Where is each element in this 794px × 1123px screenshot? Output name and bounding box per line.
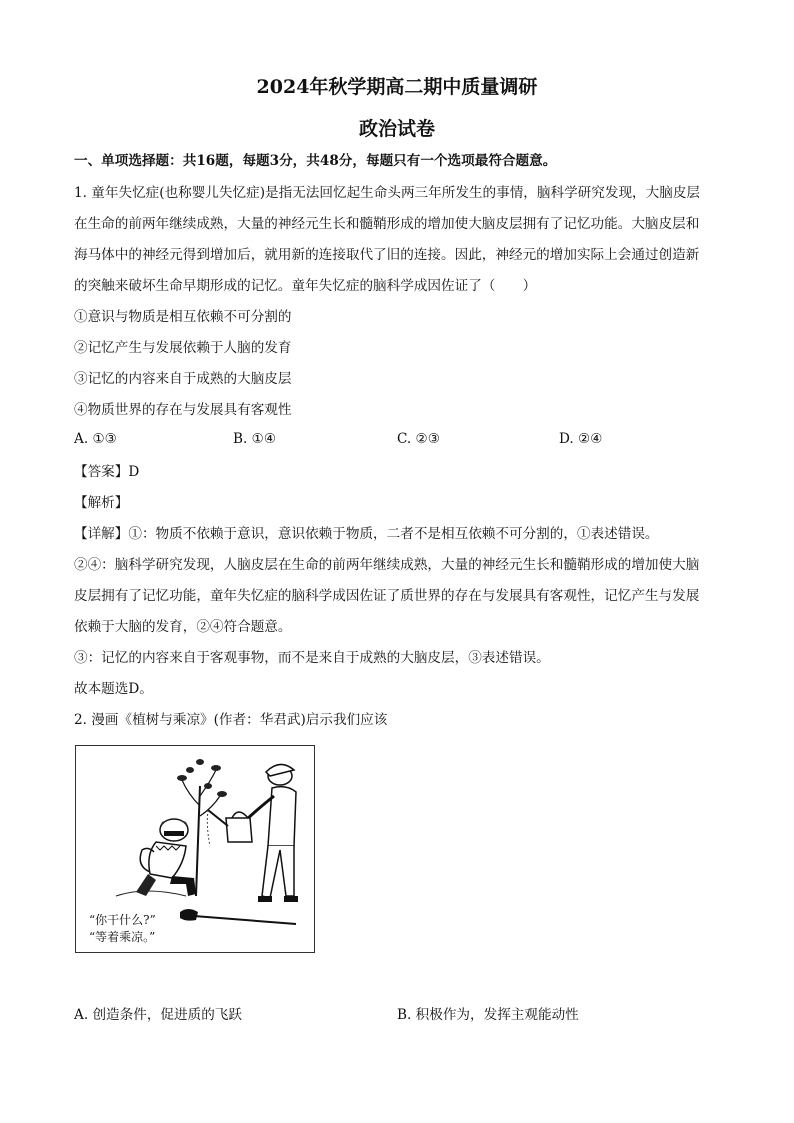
q1-statement: ①意识与物质是相互依赖不可分割的: [74, 309, 292, 325]
cartoon-figure: [75, 745, 315, 953]
q1-option-d: D. ②④: [559, 431, 603, 447]
cartoon-caption-question: “你干什么?”: [89, 913, 156, 927]
q1-statement: ②记忆产生与发展依赖于人脑的发育: [74, 340, 292, 356]
q1-analysis-line: 故本题选D。: [74, 681, 153, 697]
q1-stem-line: 1. 童年失忆症(也称婴儿失忆症)是指无法回忆起生命头两三年所发生的事情，脑科学研究发现，大脑皮层: [74, 185, 701, 201]
q2-stem: 2. 漫画《植树与乘凉》(作者：华君武)启示我们应该: [74, 712, 388, 728]
q2-option-b: B. 积极作为，发挥主观能动性: [397, 1007, 579, 1023]
q2-option-a: A. 创造条件，促进质的飞跃: [74, 1007, 242, 1023]
q1-analysis-line: 依赖于大脑的发育，②④符合题意。: [74, 619, 292, 635]
q1-analysis-line: 【详解】①：物质不依赖于意识，意识依赖于物质，二者不是相互依赖不可分割的，①表述错误。: [74, 526, 659, 542]
q1-stem-line: 海马体中的神经元得到增加后，就用新的连接取代了旧的连接。因此，神经元的增加实际上会通过创造新: [74, 247, 700, 263]
cartoon-caption-answer: “等着乘凉。”: [89, 930, 156, 944]
q1-answer: 【答案】D: [74, 464, 140, 480]
q1-option-b: B. ①④: [233, 431, 277, 447]
page-subtitle: 政治试卷: [358, 118, 435, 140]
q1-analysis-line: 皮层拥有了记忆功能，童年失忆症的脑科学成因佐证了质世界的存在与发展具有客观性，记忆产生与发展: [74, 588, 700, 604]
page-title: 2024年秋学期高二期中质量调研: [256, 76, 538, 98]
q1-statement: ③记忆的内容来自于成熟的大脑皮层: [74, 371, 292, 387]
q1-option-a: A. ①③: [74, 431, 117, 447]
q1-stem-line: 的突触来破坏生命早期形成的记忆。童年失忆症的脑科学成因佐证了（ ）: [74, 278, 537, 294]
q1-statement: ④物质世界的存在与发展具有客观性: [74, 402, 292, 418]
q1-analysis-line: ③：记忆的内容来自于客观事物，而不是来自于成熟的大脑皮层，③表述错误。: [74, 650, 550, 666]
q1-stem-line: 在生命的前两年继续成熟，大量的神经元生长和髓鞘形成的增加使大脑皮层拥有了记忆功能。大脑皮层和: [74, 216, 700, 232]
q1-analysis-line: ②④：脑科学研究发现，人脑皮层在生命的前两年继续成熟，大量的神经元生长和髓鞘形成的增加使大脑: [74, 557, 700, 573]
q1-analysis-label: 【解析】: [74, 495, 129, 511]
q1-option-c: C. ②③: [397, 431, 440, 447]
section-heading: 一、单项选择题：共16题，每题3分，共48分，每题只有一个选项最符合题意。: [74, 153, 557, 169]
